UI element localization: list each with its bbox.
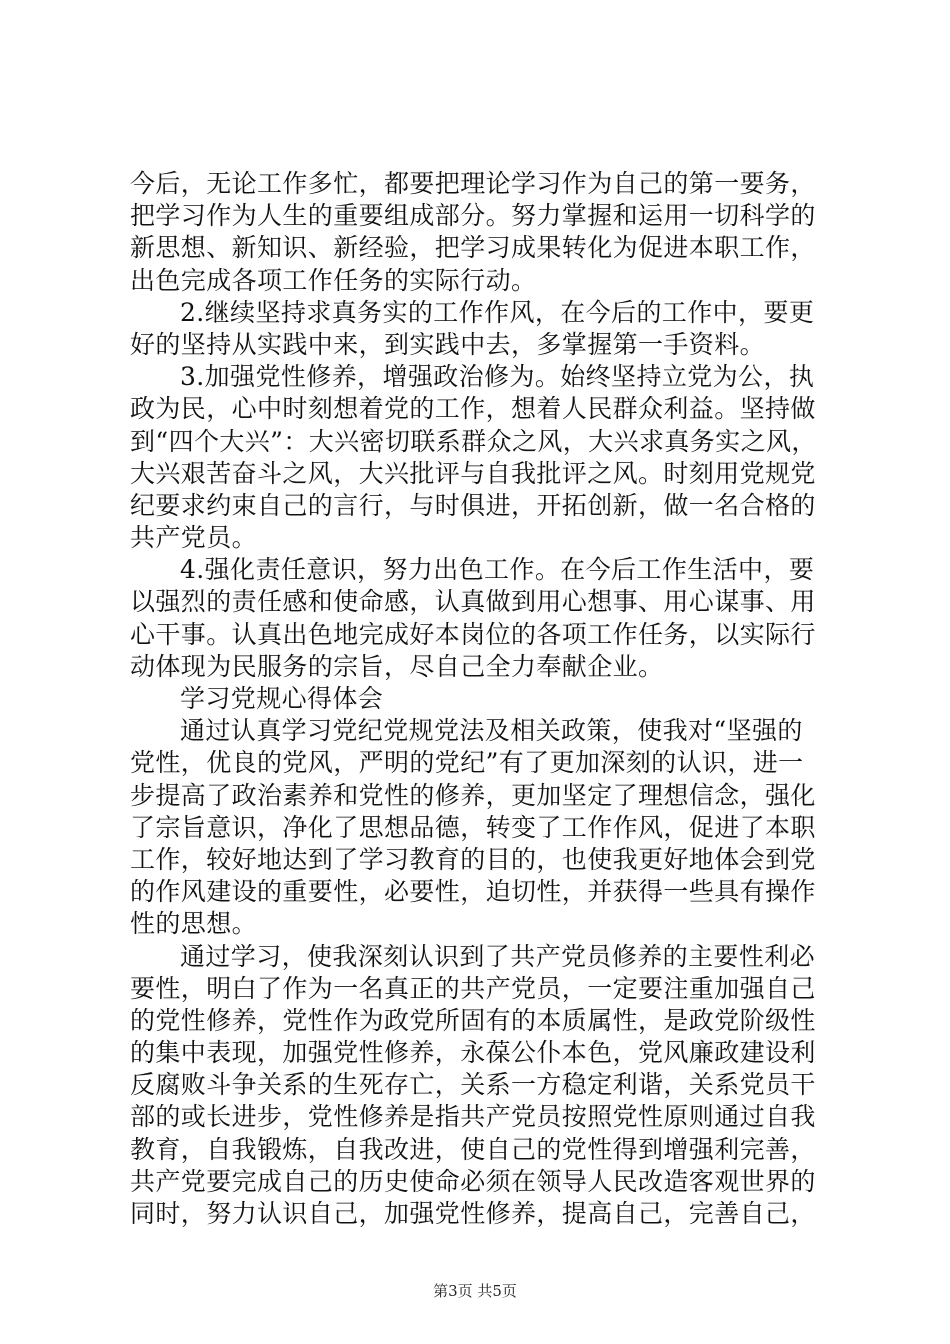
paragraph [130, 715, 830, 940]
text-line: 反腐败斗争关系的生死存亡，关系一方稳定利谐，关系党员干 [130, 1070, 816, 1100]
text-line: 要性，明白了作为一名真正的共产党员，一定要注重加强自己 [130, 973, 816, 1003]
text-line: 了宗旨意识，净化了思想品德，转变了工作作风，促进了本职 [130, 812, 816, 842]
text-line: 共产党员。 [130, 523, 258, 553]
text-line: 新思想、新知识、新经验，把学习成果转化为促进本职工作， [130, 233, 816, 263]
page-footer: 第3页 共5页 [433, 1282, 517, 1300]
text-line: 的党性修养，党性作为政党所固有的本质属性，是政党阶级性 [130, 1005, 816, 1035]
text-line: 出色完成各项工作任务的实际行动。 [130, 265, 537, 295]
text-line: 的集中表现，加强党性修养，永葆公仆本色，党风廉政建设利 [130, 1038, 816, 1068]
text-line: 党性，优良的党风，严明的党纪”有了更加深刻的认识，进一 [130, 748, 804, 778]
text-line: 学习党规心得体会 [180, 684, 384, 713]
text-line: 纪要求约束自己的言行，与时俱进，开拓创新，做一名合格的 [130, 490, 816, 520]
paragraph [130, 297, 830, 361]
text-line: 的作风建设的重要性，必要性，迫切性，并获得一些具有操作 [130, 877, 816, 907]
text-line: 同时，努力认识自己，加强党性修养，提高自己，完善自己， [130, 1199, 816, 1228]
text-line: 步提高了政治素养和党性的修养，更加坚定了理想信念，强化 [130, 780, 816, 810]
text-line: 今后，无论工作多忙，都要把理论学习作为自己的第一要务， [130, 169, 816, 198]
text-line: 4.强化责任意识，努力出色工作。在今后工作生活中，要 [180, 555, 815, 585]
text-line: 3.加强党性修养，增强政治修为。始终坚持立党为公，执 [180, 362, 815, 392]
text-line: 政为民，心中时刻想着党的工作，想着人民群众利益。坚持做 [130, 394, 816, 424]
text-line: 共产党要完成自己的历史使命必须在领导人民改造客观世界的 [130, 1166, 816, 1196]
text-line: 性的思想。 [130, 909, 258, 939]
text-line: 通过学习，使我深刻认识到了共产党员修养的主要性利必 [180, 941, 816, 971]
text-line: 以强烈的责任感和使命感，认真做到用心想事、用心谋事、用 [130, 587, 816, 617]
text-line: 2.继续坚持求真务实的工作作风，在今后的工作中，要更 [180, 297, 815, 327]
paragraph [130, 361, 830, 554]
text-line: 大兴艰苦奋斗之风，大兴批评与自我批评之风。时刻用党规党 [130, 458, 816, 488]
paragraph [130, 941, 830, 1231]
paragraph [130, 554, 830, 683]
paragraph [130, 168, 830, 297]
text-line: 到“四个大兴”：大兴密切联系群众之风，大兴求真务实之风， [130, 426, 817, 456]
text-line: 好的坚持从实践中来，到实践中去，多掌握第一手资料。 [130, 329, 766, 359]
text-line: 通过认真学习党纪党规党法及相关政策，使我对“坚强的 [180, 716, 803, 746]
document-body [130, 168, 830, 1230]
text-line: 工作，较好地达到了学习教育的目的，也使我更好地体会到党 [130, 844, 816, 874]
text-line: 心干事。认真出色地完成好本岗位的各项工作任务，以实际行 [130, 619, 816, 649]
text-line: 把学习作为人生的重要组成部分。努力掌握和运用一切科学的 [130, 201, 816, 231]
text-line: 部的或长进步，党性修养是指共产党员按照党性原则通过自我 [130, 1102, 816, 1132]
text-line: 动体现为民服务的宗旨，尽自己全力奉献企业。 [130, 651, 664, 681]
paragraph [130, 683, 830, 715]
text-line: 教育，自我锻炼，自我改进，使自己的党性得到增强利完善， [130, 1134, 816, 1164]
